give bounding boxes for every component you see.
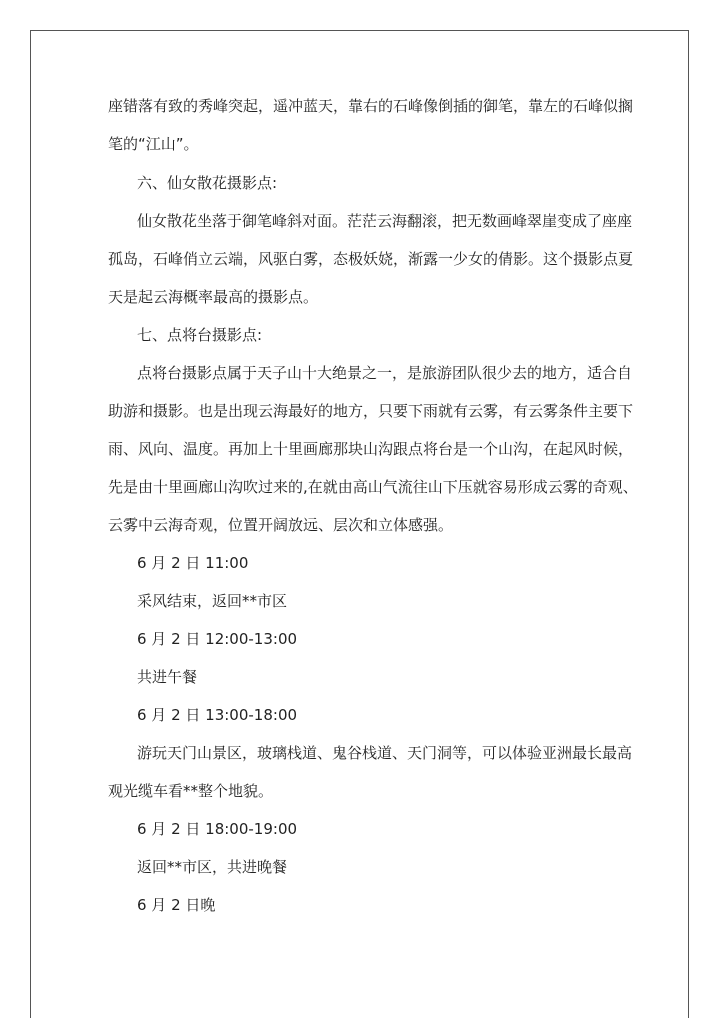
schedule-time: 6 月 2 日 13:00-18:00 [137, 706, 298, 724]
paragraph-line: 点将台摄影点属于天子山十大绝景之一，是旅游团队很少去的地方，适合自 [137, 364, 633, 382]
paragraph-line: 孤岛，石峰俏立云端，风驱白雾，态极妖娆，渐露一少女的倩影。这个摄影点夏 [108, 250, 634, 268]
schedule-time: 6 月 2 日晚 [137, 896, 216, 914]
paragraph-line: 云雾中云海奇观，位置开阔放远、层次和立体感强。 [108, 516, 454, 534]
schedule-activity: 观光缆车看**整个地貌。 [108, 782, 274, 800]
section-heading: 六、仙女散花摄影点: [137, 174, 278, 192]
paragraph-line: 仙女散花坐落于御笔峰斜对面。茫茫云海翻滚，把无数画峰翠崖变成了座座 [137, 212, 633, 230]
section-heading: 七、点将台摄影点: [137, 326, 263, 344]
schedule-activity: 采风结束，返回**市区 [137, 592, 288, 610]
schedule-time: 6 月 2 日 12:00-13:00 [137, 630, 298, 648]
paragraph-line: 座错落有致的秀峰突起，遥冲蓝天，靠右的石峰像倒插的御笔，靠左的石峰似搁 [108, 97, 634, 115]
paragraph-line: 先是由十里画廊山沟吹过来的,在就由高山气流往山下压就容易形成云雾的奇观、 [108, 478, 638, 496]
schedule-time: 6 月 2 日 18:00-19:00 [137, 820, 298, 838]
paragraph-line: 助游和摄影。也是出现云海最好的地方，只要下雨就有云雾，有云雾条件主要下 [108, 402, 634, 420]
schedule-activity: 共进午餐 [137, 668, 198, 686]
schedule-time: 6 月 2 日 11:00 [137, 554, 249, 572]
paragraph-line: 笔的“江山”。 [108, 135, 199, 153]
schedule-activity: 游玩天门山景区，玻璃栈道、鬼谷栈道、天门洞等，可以体验亚洲最长最高 [137, 744, 633, 762]
paragraph-line: 天是起云海概率最高的摄影点。 [108, 288, 319, 306]
schedule-activity: 返回**市区，共进晚餐 [137, 858, 288, 876]
paragraph-line: 雨、风向、温度。再加上十里画廊那块山沟跟点将台是一个山沟，在起风时候， [108, 440, 634, 458]
